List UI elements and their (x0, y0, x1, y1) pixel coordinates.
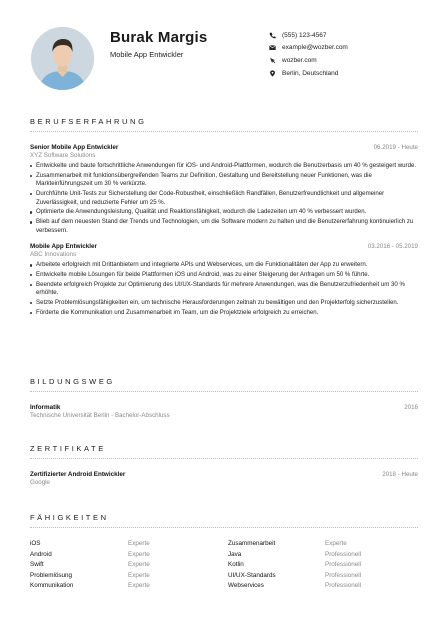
section-divider (30, 391, 418, 392)
mail-icon (268, 44, 276, 52)
contact-location-text: Berlin, Deutschland (282, 69, 339, 77)
section-divider (30, 131, 418, 132)
section-divider (30, 527, 418, 528)
job-bullet: Zusammenarbeit mit funktionsübergreifenden Teams zur Definition, Gestaltung und Bereitstellung neuer Funktionen, was die Markteinführungszeit um 30 % verkürzte. (30, 172, 418, 189)
job-bullet: Blieb auf dem neuesten Stand der Trends und Technologien, um die Software modern zu halten und die Benutzererfahrung kontinuierlich zu verbessern. (30, 218, 418, 235)
skills-section (30, 513, 418, 589)
phone-icon (268, 31, 276, 39)
skill-name: Kommunikation (30, 582, 74, 590)
skill-level: Experte (128, 550, 150, 558)
contact-location (268, 67, 348, 80)
skill-level: Professionell (325, 561, 362, 569)
job-entry (30, 243, 418, 317)
skill-level: Professionell (325, 550, 362, 558)
job-bullet: Setzte Problemlösungsfähigkeiten ein, um technische Herausforderungen zeitnah zu bewältigen und den Projekterfolg sicherzustellen. (30, 299, 418, 308)
candidate-name: Burak Margis (110, 29, 208, 46)
link-icon (268, 56, 276, 64)
profile-photo (31, 27, 94, 90)
resume-header (0, 0, 448, 100)
profile-photo-image (31, 27, 94, 90)
education-section (30, 377, 418, 419)
job-company: XYZ Software Solutions (30, 152, 96, 159)
contact-website[interactable] (268, 54, 348, 67)
skill-name: Java (228, 550, 242, 558)
skills-grid (30, 540, 418, 589)
section-divider (30, 458, 418, 459)
contact-website-text[interactable]: wozber.com (282, 56, 317, 64)
skill-name: iOS (30, 540, 41, 547)
job-title: Mobile App Entwickler (30, 243, 97, 251)
contact-phone-text: (555) 123-4567 (282, 31, 327, 39)
job-bullet: Beendete erfolgreich Projekte zur Optimierung des UI/UX-Standards für mehrere Anwendungen, was die Benutzerzufriedenheit um 30 % erhöhte. (30, 281, 418, 298)
skill-name: UI/UX-Standards (228, 571, 276, 579)
contact-email[interactable] (268, 42, 348, 55)
job-bullets (30, 162, 418, 235)
job-bullet: Förderte die Kommunikation und Zusammenarbeit im Team, um die Projektziele erfolgreich zu erreichen. (30, 309, 418, 318)
skill-name: Problemlösung (30, 571, 73, 579)
contact-phone (268, 29, 348, 42)
job-entry (30, 144, 418, 235)
skill-name: Android (30, 550, 52, 558)
job-bullets (30, 261, 418, 317)
job-date: 06.2019 - Heute (373, 144, 418, 151)
job-date: 03.2016 - 05.2019 (367, 243, 418, 251)
education-institution: Technische Universität Berlin - Bachelor-Abschluss (30, 412, 170, 419)
skill-level: Experte (128, 571, 150, 579)
education-heading: BILDUNGSWEG (30, 377, 115, 386)
education-entry (30, 404, 418, 419)
candidate-role: Mobile App Entwickler (110, 50, 184, 59)
job-bullet: Entwickelte und baute fortschrittliche Anwendungen für iOS- und Android-Plattformen, wodurch die Benutzerbasis um 40 % gesteigert wurde. (30, 162, 418, 171)
skill-name: Swift (30, 561, 44, 569)
skill-level: Experte (128, 582, 150, 590)
job-bullet: Arbeitete erfolgreich mit Drittanbietern und integrierte APIs und Webservices, um die Funktionalitäten der App zu erweitern. (30, 261, 418, 270)
certificates-heading: ZERTIFIKATE (30, 444, 106, 453)
certificate-issuer: Google (30, 479, 50, 486)
skill-name: Zusammenarbeit (228, 540, 276, 547)
skill-name: Kotlin (228, 561, 244, 569)
job-bullet: Durchführte Unit-Tests zur Sicherstellung der Code-Robustheit, einschließlich Randfällen, Benutzerfreundlichkeit und allgemeiner Zuverlässigkeit, und reduzierte Fehler um 25 %. (30, 190, 418, 207)
contact-email-text[interactable]: example@wozber.com (282, 44, 348, 52)
skill-level: Experte (325, 540, 347, 547)
skill-level: Experte (128, 561, 150, 569)
job-bullet: Optimierte die Anwendungsleistung, Qualität und Reaktionsfähigkeit, wodurch die Ladezeiten um 40 % verbessert wurden. (30, 208, 418, 217)
skill-level: Professionell (325, 582, 362, 590)
skill-level: Experte (128, 540, 150, 547)
certificates-section (30, 444, 418, 486)
skills-heading: FÄHIGKEITEN (30, 513, 109, 522)
experience-section (30, 117, 418, 319)
location-icon (268, 69, 276, 77)
certificate-date: 2018 - Heute (382, 471, 418, 478)
job-bullet: Entwickelte mobile Lösungen für beide Plattformen iOS und Android, was zu einer Steigerung der Anfragen um 50 % führte. (30, 271, 418, 280)
experience-heading: BERUFSERFAHRUNG (30, 117, 147, 126)
certificate-title: Zertifizierter Android Entwickler (30, 471, 126, 478)
certificate-entry (30, 471, 418, 486)
skill-name: Webservices (228, 582, 264, 590)
education-date: 2016 (404, 404, 418, 411)
contact-list (268, 29, 348, 79)
job-company: ABC Innovations (30, 251, 77, 259)
skill-level: Professionell (325, 571, 362, 579)
education-title: Informatik (30, 404, 61, 411)
job-title: Senior Mobile App Entwickler (30, 144, 119, 151)
